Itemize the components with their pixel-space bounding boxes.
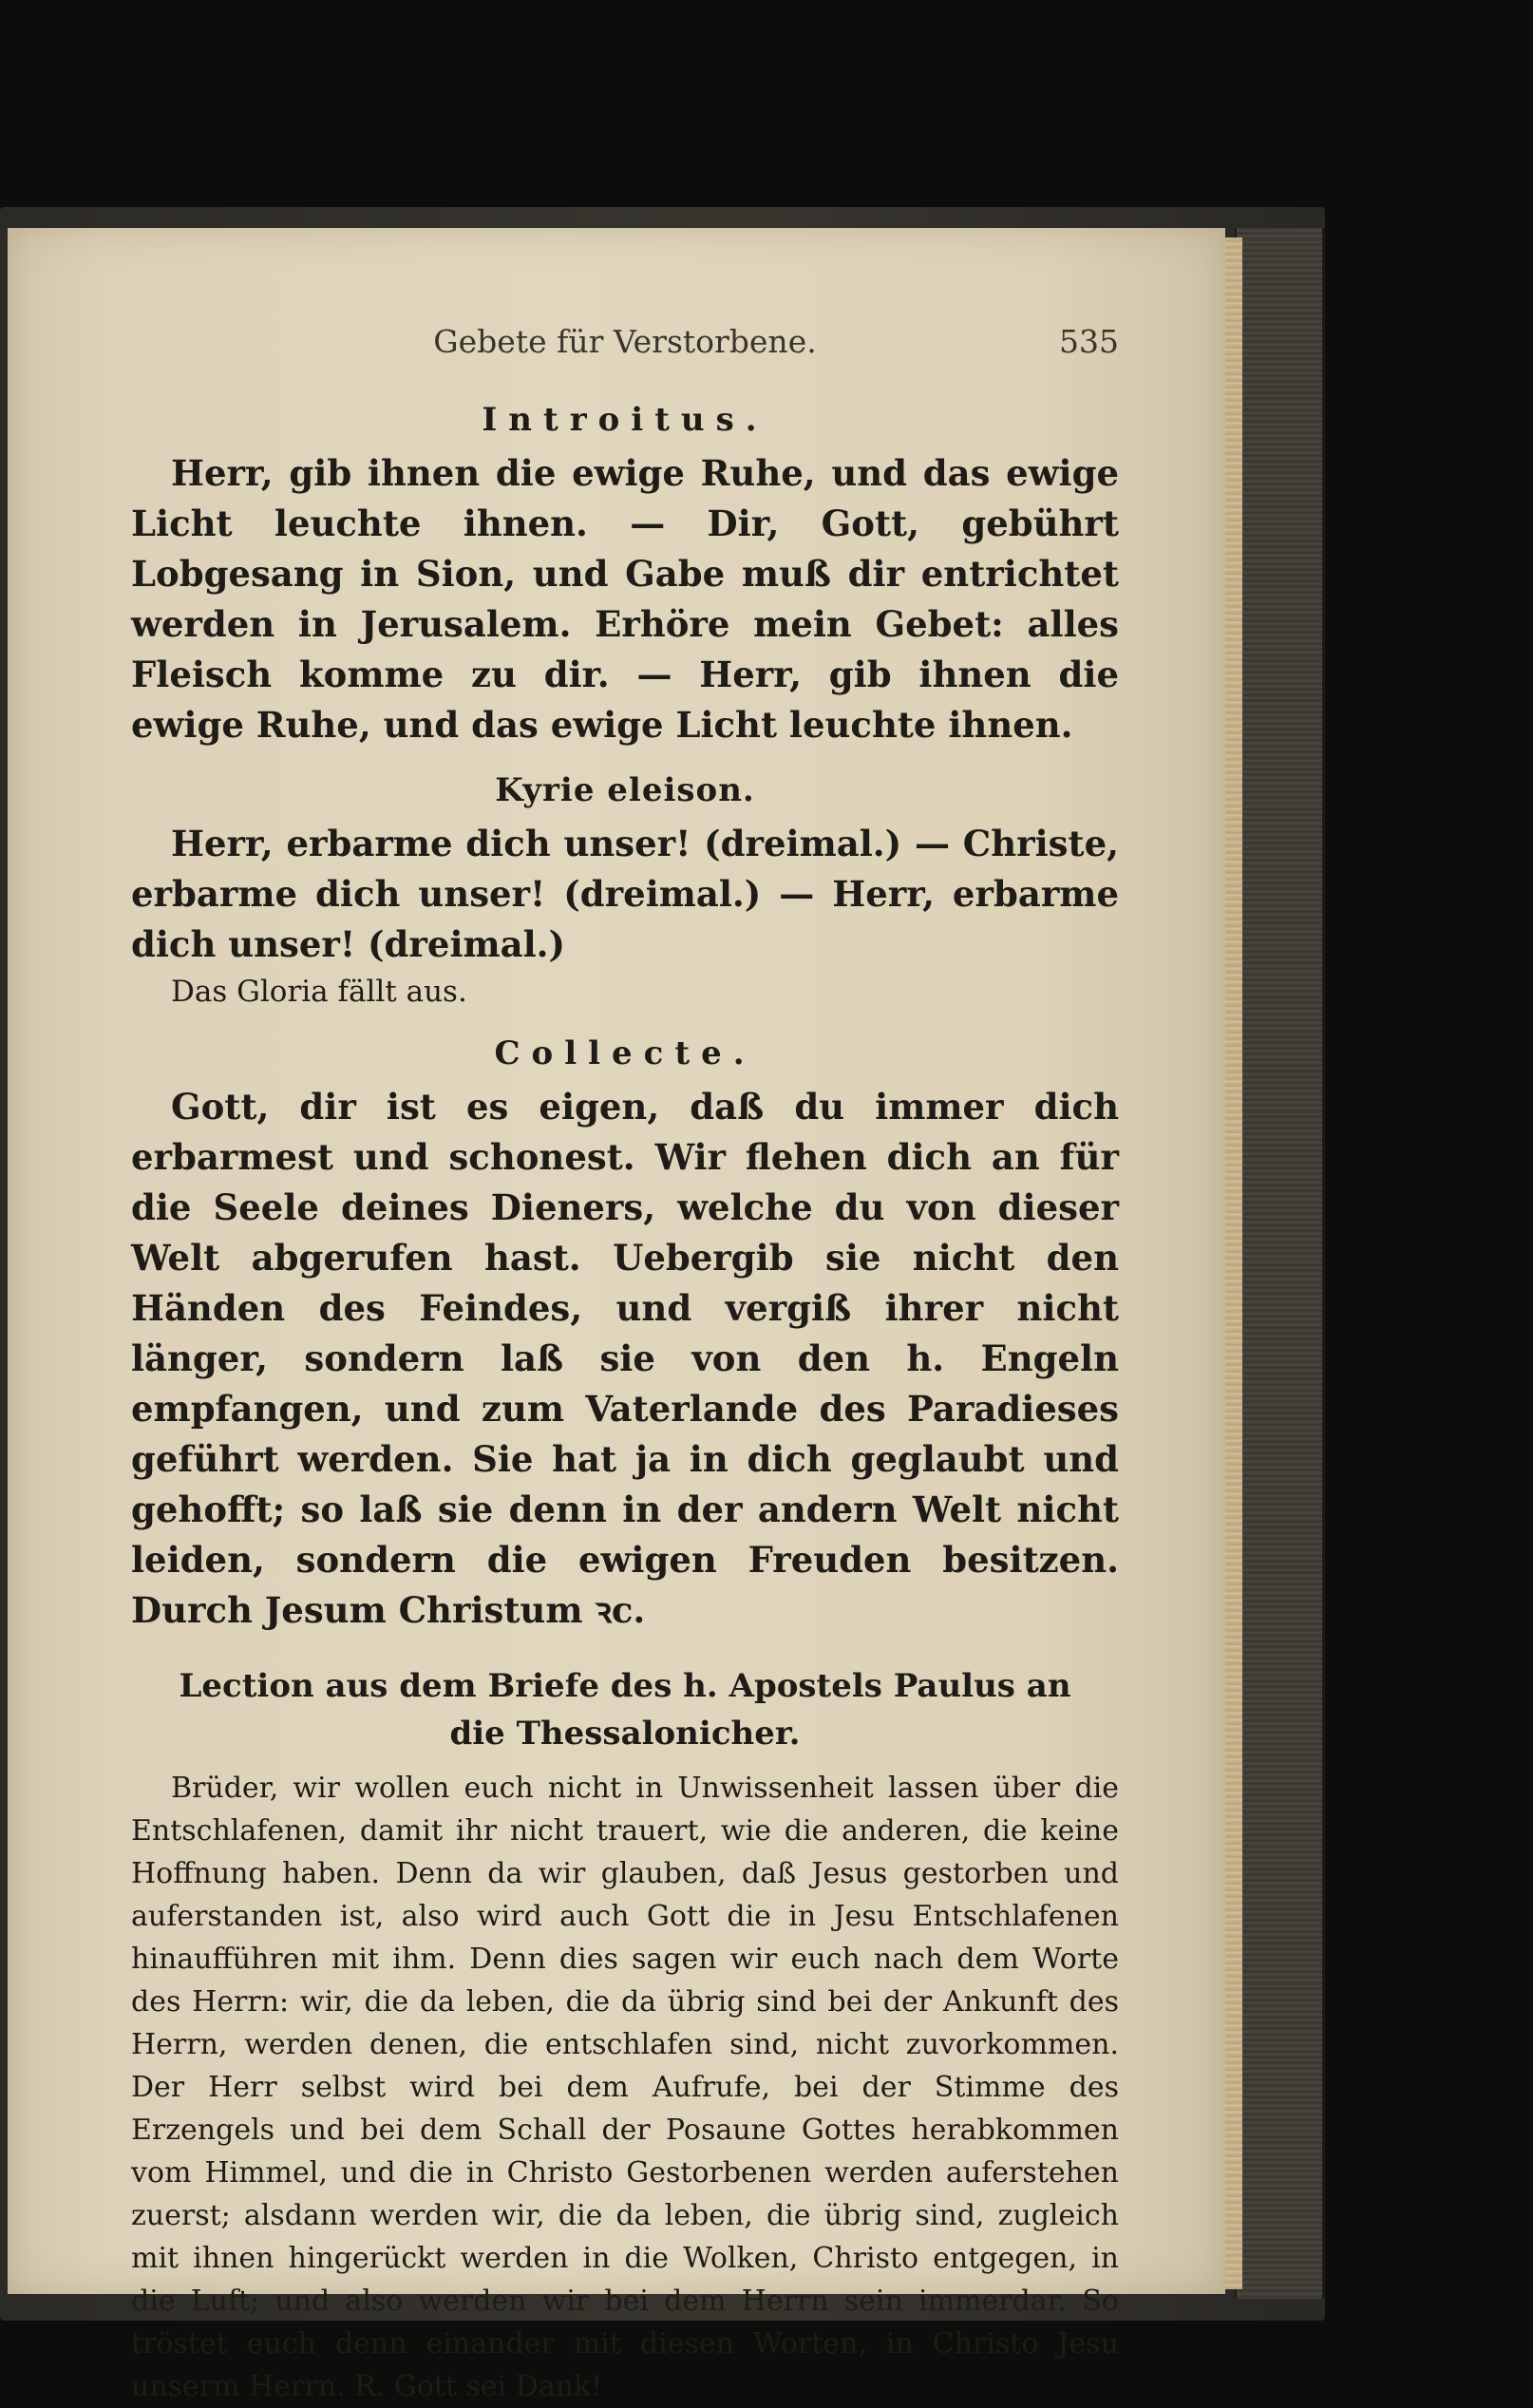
running-head-title: Gebete für Verstorbene. [433,323,817,360]
collecte-heading: Collecte. [494,1034,756,1072]
text-block [131,323,1119,2408]
page-number: 535 [1059,323,1119,360]
introitus-text: Herr, gib ihnen die ewige Ruhe, und das ewige Licht leuchte ihnen. — Dir, Gott, gebührt Lobgesang in Sion, und Gabe muß dir entrichtet werden in Jerusalem. Erhöre mein Gebet: alles Fleisch komme zu dir. — Herr, gib ihnen die ewige Ruhe, und das ewige Licht leuchte ihnen. [131,452,1119,746]
lection-text: Brüder, wir wollen euch nicht in Unwissenheit lassen über die Entschlafenen, damit ihr nicht trauert, wie die anderen, die keine Hoffnung haben. Denn da wir glauben, daß Jesus gestorben und auferstanden ist, also wird auch Gott die in Jesu Entschlafenen hinaufführen mit ihm. Denn dies sagen wir euch nach dem Worte des Herrn: wir, die da leben, die da übrig sind bei der Ankunft des Herrn, werden denen, die entschlafen sind, nicht zuvorkommen. Der Herr selbst wird bei dem Aufrufe, bei der Stimme des Erzengels und bei dem Schall der Posaune Gottes herabkommen vom Himmel, und die in Christo Gestorbenen werden auferstehen zuerst; alsdann werden wir, die da leben, die übrig sind, zugleich mit ihnen hingerückt werden in die Wolken, Christo entgegen, in die Luft; und also werden wir bei dem Herrn sein immerdar. So tröstet euch denn einander mit diesen Worten, in Christo Jesu unserm Herrn. R. Gott sei Dank! [131,1772,1119,2403]
running-head [131,323,1119,380]
introitus-heading: Introitus. [482,401,768,439]
book-spine [1235,228,1325,2299]
book-page [8,228,1225,2403]
gloria-note: Das Gloria fällt aus. [171,975,467,1009]
kyrie-text: Herr, erbarme dich unser! (dreimal.) — Christe, erbarme dich unser! (dreimal.) — Herr, erbarme dich unser! (dreimal.) [131,823,1119,965]
kyrie-heading: Kyrie eleison. [495,771,755,809]
lection-heading: Lection aus dem Briefe des h. Apostels Paulus an die Thessalonicher. [179,1667,1071,1753]
collecte-text: Gott, dir ist es eigen, daß du immer dich erbarmest und schonest. Wir flehen dich an für die Seele deines Dieners, welche du von dieser Welt abgerufen hast. Uebergib sie nicht den Händen des Feindes, und vergiß ihrer nicht länger, sondern laß sie von den h. Engeln empfangen, und zum Vaterlande des Paradieses geführt werden. Sie hat ja in dich geglaubt und gehofft; so laß sie denn in der andern Welt nicht leiden, sondern die ewigen Freuden besitzen. Durch Jesum Christum ꝛc. [131,1086,1119,1631]
page-edge [1225,237,1242,2289]
